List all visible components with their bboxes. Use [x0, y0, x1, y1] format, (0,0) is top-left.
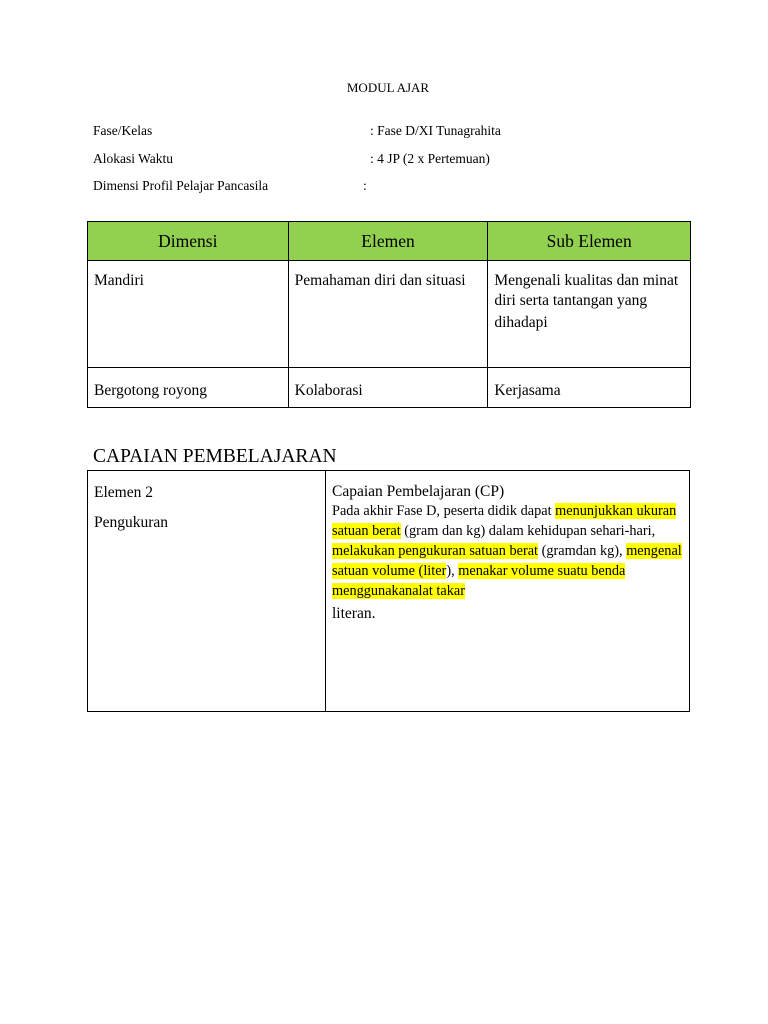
capaian-heading: CAPAIAN PEMBELAJARAN — [93, 446, 337, 467]
cp-text: (gramdan kg), — [538, 543, 627, 559]
header-elemen: Elemen — [288, 222, 488, 261]
capaian-table — [87, 470, 690, 712]
cell-elemen — [88, 471, 326, 712]
cell-dimensi-gotong-royong: Bergotong royong — [88, 368, 289, 408]
cell-elemen-pemahaman: Pemahaman diri dan situasi — [288, 261, 488, 368]
elemen-value: Pengukuran — [94, 514, 169, 531]
meta-label-alokasi-waktu: Alokasi Waktu — [93, 151, 174, 166]
meta-value-fase-kelas: : Fase D/XI Tunagrahita — [370, 123, 501, 138]
meta-value-alokasi-waktu: : 4 JP (2 x Pertemuan) — [370, 151, 490, 166]
cp-text: (gram dan kg) dalam kehidupan sehari-hari, — [400, 523, 656, 539]
cell-capaian — [326, 471, 690, 712]
meta-label-fase-kelas: Fase/Kelas — [93, 123, 153, 138]
dimensi-table — [87, 221, 691, 408]
sub-elemen-text-end: dihadapi — [494, 314, 548, 331]
highlighted-text: melakukan pengukuran satuan berat — [332, 543, 539, 559]
meta-value-dimensi-profil: : — [363, 178, 367, 193]
highlighted-text: menunjukkan ukuran satuan berat — [332, 503, 677, 539]
header-sub-elemen: Sub Elemen — [488, 222, 691, 261]
cp-description-end: literan. — [332, 605, 376, 622]
highlighted-text: mengenal satuan volume (liter — [332, 543, 682, 579]
table-header-row — [88, 222, 691, 261]
document-title: MODUL AJAR — [346, 80, 430, 95]
meta-label-dimensi-profil: Dimensi Profil Pelajar Pancasila — [93, 178, 269, 193]
highlighted-text: menakar volume suatu benda menggunakanalat takar — [332, 563, 626, 599]
table-row — [88, 471, 690, 712]
header-dimensi: Dimensi — [88, 222, 289, 261]
cp-description — [332, 501, 683, 601]
table-row — [88, 261, 691, 368]
cell-sub-elemen-mengenali — [488, 261, 691, 368]
cp-title: Capaian Pembelajaran (CP) — [332, 483, 505, 500]
cell-dimensi-mandiri: Mandiri — [88, 261, 289, 368]
sub-elemen-text: Mengenali kualitas dan minat diri serta tantangan yang — [494, 272, 679, 309]
cell-elemen-kolaborasi: Kolaborasi — [288, 368, 488, 408]
cell-sub-elemen-kerjasama: Kerjasama — [488, 368, 691, 408]
table-row — [88, 368, 691, 408]
cp-text: Pada akhir Fase D, peserta didik dapat — [332, 503, 556, 519]
cp-text: ), — [446, 563, 459, 579]
elemen-label: Elemen 2 — [94, 484, 153, 501]
